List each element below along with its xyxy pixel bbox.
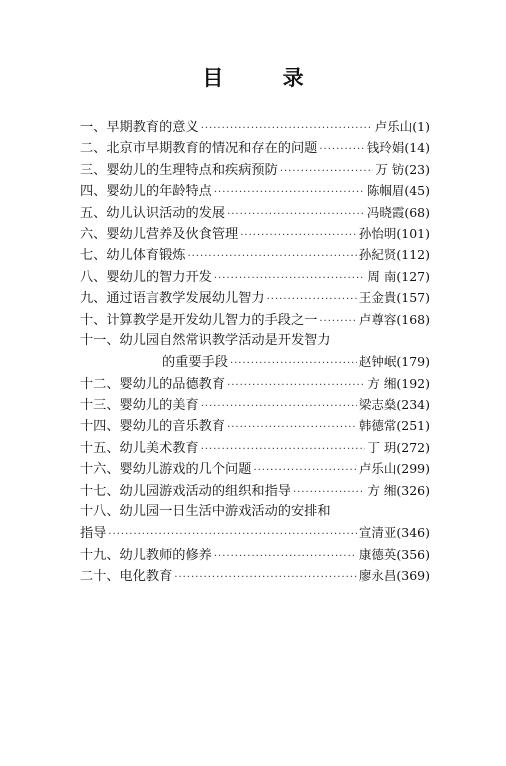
entry-author-page: 卢乐山(299) bbox=[358, 461, 430, 477]
toc-entry[interactable] bbox=[80, 202, 430, 223]
entry-title: 十四、婴幼儿的音乐教育 bbox=[80, 419, 226, 435]
toc-entry[interactable] bbox=[80, 373, 430, 394]
leader-dots bbox=[227, 417, 357, 438]
entry-title: 十五、幼儿美术教育 bbox=[80, 440, 199, 456]
toc-entry[interactable] bbox=[80, 116, 430, 137]
entry-title: 十、计算教学是开发幼儿智力的手段之一 bbox=[80, 312, 318, 328]
entry-author-page: 廖永昌(369) bbox=[358, 568, 430, 584]
entry-author-page: 王金貴(157) bbox=[358, 290, 430, 306]
entry-author-page: 卢尊容(168) bbox=[358, 311, 430, 327]
entry-title: 六、婴幼儿营养及伙食管理 bbox=[80, 226, 239, 242]
entry-author-page: 万 钫(23) bbox=[375, 161, 430, 177]
toc-entry[interactable] bbox=[80, 223, 430, 244]
entry-title: 三、婴幼儿的生理特点和疾病预防 bbox=[80, 162, 278, 178]
toc-entry[interactable] bbox=[80, 522, 430, 543]
entry-title: 九、通过语言教学发展幼儿智力 bbox=[80, 291, 265, 307]
toc-entry[interactable] bbox=[80, 137, 430, 158]
entry-author-page: 韩德常(251) bbox=[358, 418, 430, 434]
toc-entry[interactable] bbox=[80, 458, 430, 479]
entry-author-page: 卢乐山(1) bbox=[374, 119, 430, 134]
toc-entry[interactable] bbox=[80, 159, 430, 180]
leader-dots bbox=[188, 246, 357, 267]
leader-dots bbox=[319, 139, 364, 160]
toc-entry[interactable] bbox=[80, 544, 430, 565]
entry-author-page: 方 缃(192) bbox=[367, 375, 430, 391]
toc-entry[interactable] bbox=[80, 565, 430, 586]
leader-dots bbox=[240, 225, 357, 246]
leader-dots bbox=[214, 546, 357, 567]
entry-title: 二十、电化教育 bbox=[80, 569, 173, 585]
toc-entry-line bbox=[80, 501, 430, 522]
entry-author-page: 康德英(356) bbox=[358, 546, 430, 562]
leader-dots bbox=[201, 439, 366, 460]
entry-title: 十九、幼儿教师的修养 bbox=[80, 547, 212, 563]
leader-dots bbox=[293, 482, 365, 503]
entry-author-page: 丁 玥(272) bbox=[367, 439, 430, 455]
leader-dots bbox=[227, 204, 365, 225]
leader-dots bbox=[201, 396, 357, 417]
leader-dots bbox=[201, 118, 373, 139]
leader-dots bbox=[174, 567, 357, 588]
toc-entry[interactable] bbox=[80, 415, 430, 436]
entry-title: 十八、幼儿园一日生活中游戏活动的安排和 bbox=[80, 504, 331, 520]
entry-title: 十二、婴幼儿的品德教育 bbox=[80, 376, 226, 392]
leader-dots bbox=[230, 353, 357, 374]
toc-entry[interactable] bbox=[80, 351, 430, 372]
entry-title: 五、幼儿认识活动的发展 bbox=[80, 205, 226, 221]
entry-author-page: 梁志燊(234) bbox=[358, 397, 430, 413]
leader-dots bbox=[214, 182, 365, 203]
entry-title: 一、早期教育的意义 bbox=[80, 120, 199, 135]
entry-author-page: 陈帼眉(45) bbox=[366, 183, 430, 199]
toc-entry[interactable] bbox=[80, 437, 430, 458]
leader-dots bbox=[108, 524, 357, 545]
toc-entry[interactable] bbox=[80, 287, 430, 308]
entry-author-page: 钱玲娟(14) bbox=[366, 140, 430, 156]
toc-entry[interactable] bbox=[80, 480, 430, 501]
entry-author-page: 周 南(127) bbox=[367, 268, 430, 284]
leader-dots bbox=[227, 375, 365, 396]
entry-author-page: 孙怡明(101) bbox=[358, 225, 430, 241]
entry-title: 十三、婴幼儿的美育 bbox=[80, 398, 199, 414]
entry-title: 十一、幼儿园自然常识教学活动是开发智力 bbox=[80, 332, 331, 348]
toc-entry[interactable] bbox=[80, 309, 430, 330]
toc-entry-line bbox=[80, 330, 430, 351]
entry-title-continued: 指导 bbox=[80, 526, 107, 542]
page-title: 目 录 bbox=[202, 66, 330, 90]
leader-dots bbox=[267, 289, 357, 310]
toc-entry[interactable] bbox=[80, 244, 430, 265]
entry-title: 八、婴幼儿的智力开发 bbox=[80, 269, 212, 285]
entry-author-page: 赵钟岷(179) bbox=[358, 354, 430, 370]
entry-title: 七、幼儿体育锻炼 bbox=[80, 248, 186, 264]
entry-author-page: 方 缃(326) bbox=[367, 482, 430, 498]
entry-title: 四、婴幼儿的年龄特点 bbox=[80, 184, 212, 200]
toc-entry[interactable] bbox=[80, 180, 430, 201]
toc-entry[interactable] bbox=[80, 394, 430, 415]
entry-author-page: 宣清亚(346) bbox=[358, 525, 430, 541]
entry-title: 二、北京市早期教育的情况和存在的问题 bbox=[80, 141, 318, 157]
entry-title: 十七、幼儿园游戏活动的组织和指导 bbox=[80, 483, 291, 499]
leader-dots bbox=[319, 311, 357, 332]
leader-dots bbox=[253, 460, 356, 481]
entry-title: 十六、婴幼儿游戏的几个问题 bbox=[80, 462, 252, 478]
entry-title-continued: 的重要手段 bbox=[162, 355, 228, 371]
leader-dots bbox=[280, 161, 374, 182]
table-of-contents bbox=[80, 116, 430, 587]
leader-dots bbox=[214, 268, 366, 289]
entry-author-page: 冯晓霞(68) bbox=[366, 204, 430, 220]
toc-entry[interactable] bbox=[80, 266, 430, 287]
entry-author-page: 孙紀贤(112) bbox=[358, 247, 430, 263]
